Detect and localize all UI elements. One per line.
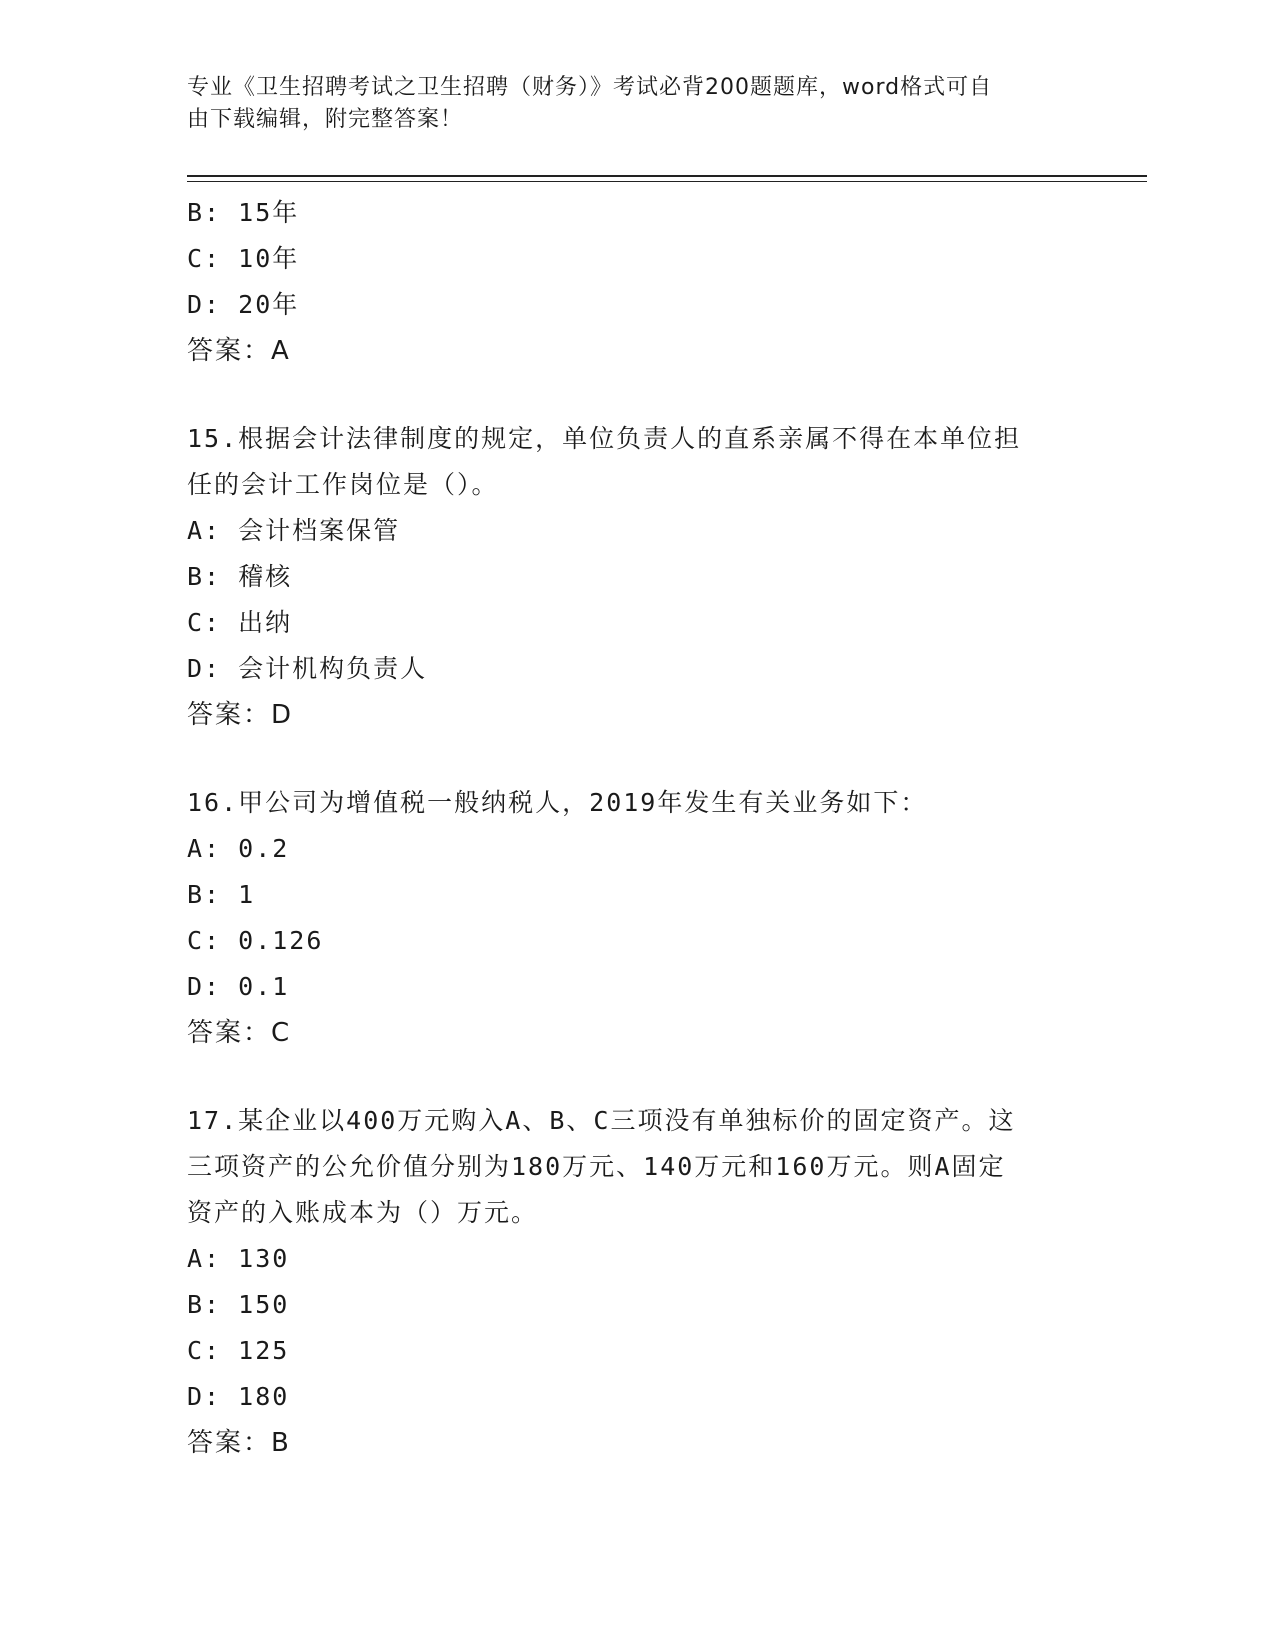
document-header bbox=[187, 72, 1067, 136]
option-a: A: 0.2 bbox=[187, 834, 290, 863]
question-16 bbox=[187, 780, 1087, 1056]
option-d: D: 180 bbox=[187, 1382, 290, 1411]
question-text-line-1: 16.甲公司为增值税一般纳税人，2019年发生有关业务如下： bbox=[187, 788, 928, 817]
option-c: C: 出纳 bbox=[187, 608, 293, 637]
option-d: D: 会计机构负责人 bbox=[187, 654, 428, 683]
question-text-line-1: 15.根据会计法律制度的规定，单位负责人的直系亲属不得在本单位担 bbox=[187, 424, 1022, 453]
option-d: D: 20年 bbox=[187, 290, 300, 319]
option-c: C: 10年 bbox=[187, 244, 300, 273]
option-c: C: 125 bbox=[187, 1336, 290, 1365]
question-17 bbox=[187, 1098, 1087, 1466]
question-text-line-2: 任的会计工作岗位是（）。 bbox=[187, 470, 499, 499]
header-line-1: 专业《卫生招聘考试之卫生招聘（财务）》考试必背200题题库，word格式可自 bbox=[187, 75, 993, 100]
question-text-line-2: 三项资产的公允价值分别为180万元、140万元和160万元。则A固定 bbox=[187, 1152, 1006, 1181]
header-rule-thick bbox=[187, 175, 1147, 177]
option-c: C: 0.126 bbox=[187, 926, 324, 955]
answer-line: 答案：A bbox=[187, 336, 291, 366]
question-text-line-1: 17.某企业以400万元购入A、B、C三项没有单独标价的固定资产。这 bbox=[187, 1106, 1016, 1135]
option-a: A: 130 bbox=[187, 1244, 290, 1273]
spacer bbox=[187, 738, 1087, 780]
question-15 bbox=[187, 416, 1087, 738]
option-b: B: 1 bbox=[187, 880, 256, 909]
header-line-2: 由下载编辑，附完整答案！ bbox=[187, 107, 464, 132]
question-text-line-3: 资产的入账成本为（）万元。 bbox=[187, 1198, 539, 1227]
answer-line: 答案：D bbox=[187, 700, 294, 730]
question-list bbox=[187, 190, 1087, 1466]
answer-line: 答案：B bbox=[187, 1428, 291, 1458]
option-b: B: 15年 bbox=[187, 198, 300, 227]
option-a: A: 会计档案保管 bbox=[187, 516, 401, 545]
option-b: B: 稽核 bbox=[187, 562, 293, 591]
option-d: D: 0.1 bbox=[187, 972, 290, 1001]
spacer bbox=[187, 374, 1087, 416]
header-rule-thin bbox=[187, 181, 1147, 182]
option-b: B: 150 bbox=[187, 1290, 290, 1319]
spacer bbox=[187, 1056, 1087, 1098]
question-14-tail bbox=[187, 190, 1087, 374]
answer-line: 答案：C bbox=[187, 1018, 292, 1048]
